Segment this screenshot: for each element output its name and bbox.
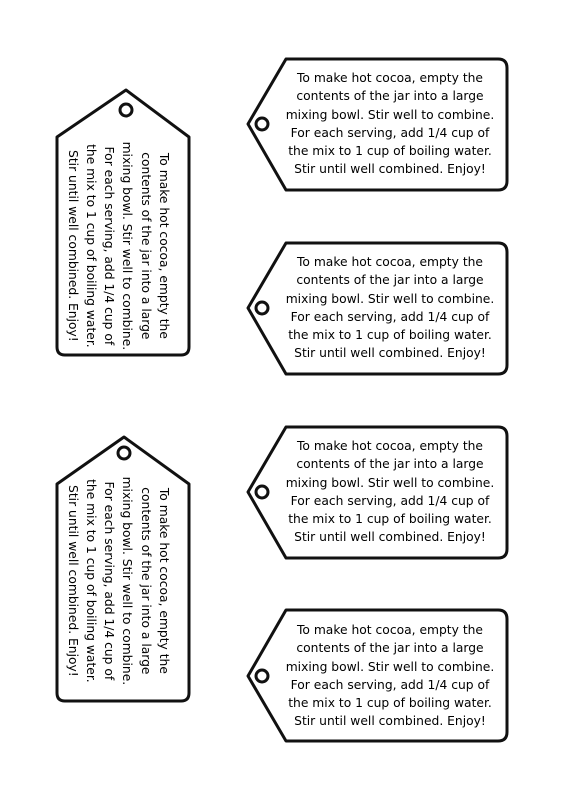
tag-text-line: mixing bowl. Stir well to combine. — [285, 107, 495, 122]
tag-text-line: contents of the jar into a large — [296, 273, 484, 288]
tag-text-line: contents of the jar into a large — [138, 152, 153, 340]
tag-text-line: Stir until well combined. Enjoy! — [294, 346, 486, 361]
horizontal-tag-1-text — [275, 69, 505, 179]
horizontal-tag-3-text — [275, 437, 505, 547]
tag-text-line: Stir until well combined. Enjoy! — [294, 530, 486, 545]
tag-text-line: To make hot cocoa, empty the — [296, 71, 484, 85]
horizontal-tag-3-hole — [256, 486, 268, 498]
vertical-tag-2-text — [63, 470, 173, 692]
tag-text-line: contents of the jar into a large — [296, 641, 484, 656]
tag-text-line: contents of the jar into a large — [296, 457, 484, 472]
tag-text-line: To make hot cocoa, empty the — [296, 623, 484, 637]
tag-text-line: Stir until well combined. Enjoy! — [294, 162, 486, 177]
horizontal-tag-2-text — [275, 253, 505, 363]
tag-text-line: For each serving, add 1/4 cup of — [102, 481, 116, 681]
tag-text-line: the mix to 1 cup of boiling water. — [288, 328, 492, 343]
vertical-tag-1-text — [63, 135, 173, 357]
tag-text-line: For each serving, add 1/4 cup of — [290, 493, 490, 508]
tag-text-line: the mix to 1 cup of boiling water. — [288, 144, 492, 159]
tag-text-line: the mix to 1 cup of boiling water. — [83, 144, 98, 348]
tag-text-line: contents of the jar into a large — [296, 89, 484, 104]
tag-text-line: mixing bowl. Stir well to combine. — [285, 475, 495, 490]
tag-text-line: the mix to 1 cup of boiling water. — [288, 696, 492, 711]
tag-text-line: mixing bowl. Stir well to combine. — [120, 141, 135, 351]
tag-text-line: mixing bowl. Stir well to combine. — [285, 291, 495, 306]
tag-text-line: mixing bowl. Stir well to combine. — [285, 659, 495, 674]
tag-text-line: Stir until well combined. Enjoy! — [65, 485, 80, 677]
tag-text-line: To make hot cocoa, empty the — [296, 255, 484, 269]
tag-text-line: For each serving, add 1/4 cup of — [290, 309, 490, 324]
vertical-tag-2-hole — [118, 447, 130, 459]
tag-text-line: To make hot cocoa, empty the — [156, 487, 171, 674]
tag-text-line: the mix to 1 cup of boiling water. — [288, 512, 492, 527]
horizontal-tag-4-hole — [256, 670, 268, 682]
tag-text-line: mixing bowl. Stir well to combine. — [120, 476, 135, 686]
tag-text-line: Stir until well combined. Enjoy! — [294, 714, 486, 729]
tag-text-line: To make hot cocoa, empty the — [296, 439, 484, 453]
tag-text-line: Stir until well combined. Enjoy! — [65, 150, 80, 342]
tag-text-line: For each serving, add 1/4 cup of — [290, 125, 490, 140]
horizontal-tag-1-hole — [256, 118, 268, 130]
vertical-tag-1-hole — [120, 104, 132, 116]
tag-text-line: For each serving, add 1/4 cup of — [102, 146, 116, 346]
tag-text-line: To make hot cocoa, empty the — [156, 152, 171, 339]
horizontal-tag-4-text — [275, 621, 505, 731]
tag-text-line: For each serving, add 1/4 cup of — [290, 677, 490, 692]
tag-text-line: the mix to 1 cup of boiling water. — [83, 479, 98, 683]
tag-text-line: contents of the jar into a large — [138, 487, 153, 675]
horizontal-tag-2-hole — [256, 302, 268, 314]
